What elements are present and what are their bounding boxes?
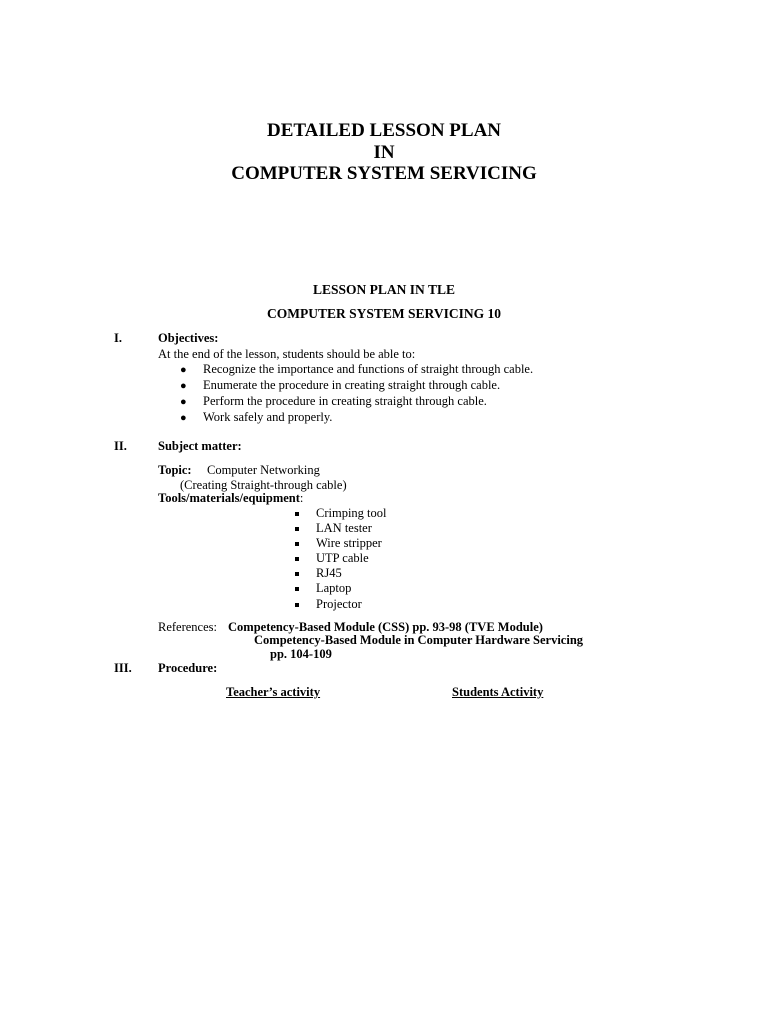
square-bullet-icon	[295, 527, 299, 531]
bullet-icon: ●	[180, 396, 187, 408]
list-item	[180, 409, 187, 426]
bullet-icon: ●	[180, 364, 187, 376]
square-bullet-icon	[295, 587, 299, 591]
tool-text: Laptop	[316, 581, 352, 595]
section-numeral-objectives: I.	[114, 331, 122, 345]
tools-label: Tools/materials/equipment	[158, 491, 300, 505]
bullet-icon: ●	[180, 380, 187, 392]
list-item	[295, 580, 299, 596]
topic-detail: (Creating Straight-through cable)	[180, 478, 347, 492]
subheader-line-2: COMPUTER SYSTEM SERVICING 10	[267, 306, 501, 321]
list-item	[295, 596, 299, 612]
objective-text: Perform the procedure in creating straight through cable.	[203, 394, 487, 408]
section-numeral-procedure: III.	[114, 661, 132, 675]
square-bullet-icon	[295, 542, 299, 546]
tool-text: Projector	[316, 597, 362, 611]
reference-3: pp. 104-109	[270, 647, 332, 661]
reference-2: Competency-Based Module in Computer Hardware Servicing	[254, 633, 584, 647]
square-bullet-icon	[295, 557, 299, 561]
list-item	[180, 393, 187, 410]
bullet-icon: ●	[180, 412, 187, 424]
square-bullet-icon	[295, 512, 299, 516]
objective-text: Work safely and properly.	[203, 410, 333, 424]
objective-text: Recognize the importance and functions of straight through cable.	[203, 362, 534, 376]
title-line-3: COMPUTER SYSTEM SERVICING	[231, 163, 537, 184]
title-line-2: IN	[373, 142, 395, 163]
tool-text: UTP cable	[316, 551, 369, 565]
list-item	[295, 505, 299, 521]
tool-text: Wire stripper	[316, 536, 382, 550]
topic-value: Computer Networking	[207, 463, 320, 477]
tool-text: LAN tester	[316, 521, 372, 535]
section-heading-objectives: Objectives:	[158, 331, 219, 345]
section-heading-subject-matter: Subject matter:	[158, 439, 242, 453]
topic-label: Topic:	[158, 463, 192, 477]
tools-colon: :	[299, 491, 304, 505]
title-line-1: DETAILED LESSON PLAN	[266, 120, 502, 141]
tool-text: RJ45	[316, 566, 342, 580]
tool-text: Crimping tool	[316, 506, 387, 520]
column-header-teacher: Teacher’s activity	[226, 685, 321, 699]
reference-1: Competency-Based Module (CSS) pp. 93-98 (TVE Module)	[228, 620, 543, 634]
column-header-students: Students Activity	[452, 685, 544, 699]
list-item	[180, 361, 187, 378]
square-bullet-icon	[295, 572, 299, 576]
list-item	[295, 565, 299, 581]
subheader-line-1: LESSON PLAN IN TLE	[313, 282, 455, 297]
list-item	[295, 550, 299, 566]
objectives-intro: At the end of the lesson, students should be able to:	[158, 347, 416, 361]
references-label: References:	[158, 620, 217, 634]
list-item	[295, 535, 299, 551]
objective-text: Enumerate the procedure in creating straight through cable.	[203, 378, 501, 392]
list-item	[180, 377, 187, 394]
tools-label-wrap	[158, 490, 303, 506]
square-bullet-icon	[295, 603, 299, 607]
list-item	[295, 520, 299, 536]
section-numeral-subject-matter: II.	[114, 439, 127, 453]
section-heading-procedure: Procedure:	[158, 661, 218, 675]
